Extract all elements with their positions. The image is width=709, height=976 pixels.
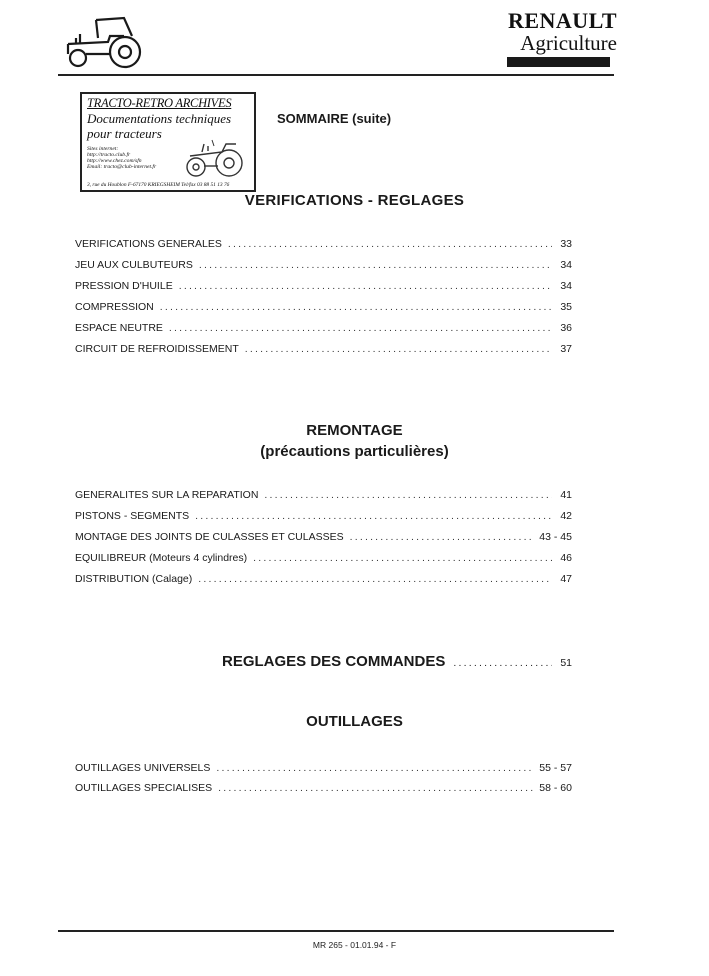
toc-leader (218, 782, 533, 794)
brand-block (508, 10, 617, 54)
toc-leader (179, 280, 552, 292)
toc-item (75, 552, 572, 566)
stamp-site1: http://tracto.club.fr (87, 152, 131, 158)
toc-item-commandes (222, 653, 572, 670)
toc-item (75, 782, 572, 796)
toc-item-page: 55 - 57 (539, 762, 572, 774)
section-remontage-title: REMONTAGE (306, 422, 403, 439)
toc-item-page: 37 (560, 343, 572, 355)
toc-item (75, 489, 572, 503)
toc-item-label: OUTILLAGES UNIVERSELS (75, 762, 211, 774)
toc-leader (169, 322, 552, 334)
toc-item-label: CIRCUIT DE REFROIDISSEMENT (75, 343, 239, 355)
toc-item-page: 36 (560, 322, 572, 334)
toc-item-page: 35 (560, 301, 572, 313)
toc-item-page: 41 (560, 489, 572, 501)
toc-item-label: PISTONS - SEGMENTS (75, 510, 190, 522)
stamp-email: Email: tracto@club-internet.fr (87, 164, 157, 170)
section-outillages-title: OUTILLAGES (306, 713, 403, 730)
toc-item (75, 762, 572, 776)
toc-item-label: GENERALITES SUR LA REPARATION (75, 489, 259, 501)
section-remontage-subtitle: (précautions particulières) (260, 443, 449, 460)
toc-item-label: ESPACE NEUTRE (75, 322, 163, 334)
toc-item-page: 43 - 45 (539, 531, 572, 543)
section-commandes-title: REGLAGES DES COMMANDES (222, 653, 446, 670)
toc-leader (160, 301, 552, 313)
footer-reference: MR 265 - 01.01.94 - F (312, 940, 397, 950)
toc-item-label: COMPRESSION (75, 301, 154, 313)
archive-stamp (80, 92, 256, 192)
toc-item (75, 280, 572, 294)
brand-bar (507, 57, 610, 67)
toc-leader (253, 552, 552, 564)
toc-item (75, 301, 572, 315)
toc-item-page: 51 (560, 657, 572, 669)
toc-item-label: JEU AUX CULBUTEURS (75, 259, 193, 271)
stamp-line1: Documentations techniques (87, 111, 232, 126)
toc-leader (245, 343, 552, 355)
toc-item-label: PRESSION D'HUILE (75, 280, 173, 292)
section-verifications-title: VERIFICATIONS - REGLAGES (244, 192, 465, 209)
toc-item-page: 34 (560, 280, 572, 292)
toc-item (75, 343, 572, 357)
toc-leader (216, 762, 533, 774)
toc-item-label: MONTAGE DES JOINTS DE CULASSES ET CULASSES (75, 531, 344, 543)
toc-item-page: 34 (560, 259, 572, 271)
stamp-sites-label: Sites internet: (87, 146, 119, 152)
toc-item (75, 259, 572, 273)
toc-leader (228, 238, 552, 250)
toc-leader (195, 510, 552, 522)
toc-item-page: 42 (560, 510, 572, 522)
stamp-site2: http://www.chez.com/sfn (87, 158, 142, 164)
toc-leader (264, 489, 552, 501)
toc-item-label: VERIFICATIONS GENERALES (75, 238, 222, 250)
vintage-tractor-icon (182, 136, 248, 178)
toc-leader (199, 259, 552, 271)
toc-item (75, 510, 572, 524)
toc-leader (350, 531, 534, 543)
brand-subtitle: Agriculture (520, 31, 617, 55)
tractor-logo-icon (62, 14, 144, 70)
toc-leader (198, 573, 552, 585)
sommaire-heading: SOMMAIRE (suite) (277, 111, 392, 126)
toc-item-label: DISTRIBUTION (Calage) (75, 573, 193, 585)
stamp-address: 3, rue du Houblon F-67170 KRIEGSHEIM Tel/fax 03 88 51 13 76 (87, 182, 230, 188)
footer-rule (58, 930, 614, 932)
toc-item-page: 33 (560, 238, 572, 250)
header-rule (58, 74, 614, 76)
toc-item (75, 238, 572, 252)
stamp-line2: pour tracteurs (87, 126, 162, 141)
toc-leader (453, 657, 552, 669)
toc-item-label: EQUILIBREUR (Moteurs 4 cylindres) (75, 552, 248, 564)
toc-item-page: 58 - 60 (539, 782, 572, 794)
stamp-title: TRACTO-RETRO ARCHIVES (87, 96, 232, 110)
toc-item (75, 573, 572, 587)
toc-item (75, 322, 572, 336)
toc-item-label: OUTILLAGES SPECIALISES (75, 782, 213, 794)
brand-name: RENAULT (507, 8, 617, 33)
toc-item-page: 46 (560, 552, 572, 564)
toc-item (75, 531, 572, 545)
toc-item-page: 47 (560, 573, 572, 585)
